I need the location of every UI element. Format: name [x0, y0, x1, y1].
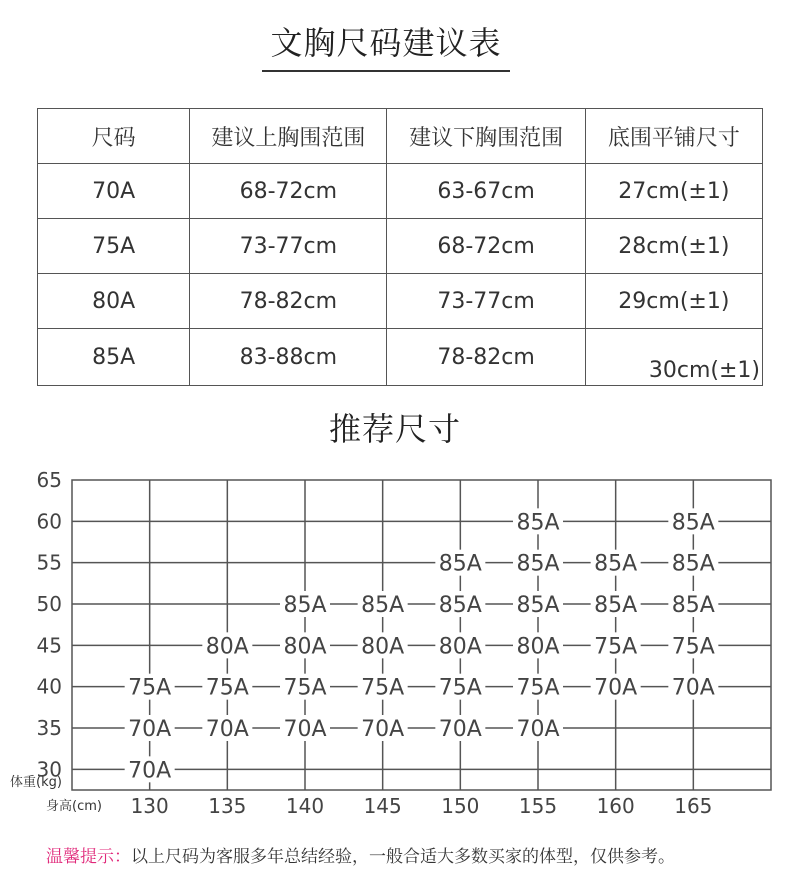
size-label: 80A — [361, 634, 405, 660]
y-tick-label: 35 — [36, 716, 62, 740]
x-tick-label: 160 — [596, 794, 635, 818]
x-tick-label: 165 — [674, 794, 713, 818]
size-chart — [0, 470, 790, 830]
table-cell: 73-77cm — [190, 219, 387, 274]
tip-label: 温馨提示： — [46, 847, 131, 867]
table-row — [38, 329, 763, 386]
table-cell: 73-77cm — [387, 274, 585, 329]
size-label: 70A — [438, 717, 482, 742]
size-label: 75A — [361, 675, 405, 701]
tip-text: 以上尺码为客服多年总结经验，一般合适大多数买家的体型，仅供参考。 — [131, 847, 675, 867]
page-title: 文胸尺码建议表 — [262, 18, 510, 72]
y-tick-label: 65 — [36, 470, 62, 492]
size-label: 85A — [594, 593, 638, 618]
size-label: 75A — [671, 634, 715, 660]
y-tick-label: 55 — [36, 550, 62, 575]
size-label: 70A — [205, 717, 249, 742]
table-cell: 68-72cm — [387, 219, 585, 274]
table-cell: 29cm(±1) — [585, 274, 762, 329]
table-cell: 68-72cm — [190, 164, 387, 219]
size-label: 70A — [128, 717, 172, 742]
x-axis-label: 身高(cm) — [46, 799, 102, 814]
table-cell: 75A — [38, 219, 190, 274]
table-cell: 83-88cm — [190, 329, 387, 386]
size-label: 85A — [438, 593, 482, 618]
size-label: 85A — [671, 510, 715, 536]
size-label: 80A — [283, 634, 327, 660]
header-size: 尺码 — [38, 109, 190, 164]
table-cell: 85A — [38, 329, 190, 386]
size-label: 70A — [516, 717, 560, 742]
size-label: 85A — [361, 593, 405, 618]
header-band-flat: 底围平铺尺寸 — [585, 109, 762, 164]
size-label: 70A — [671, 675, 715, 701]
size-label: 80A — [205, 634, 249, 660]
header-under-bust: 建议下胸围范围 — [387, 109, 585, 164]
size-label: 75A — [438, 675, 482, 701]
size-label: 85A — [516, 593, 560, 618]
size-label: 70A — [283, 717, 327, 742]
size-label: 85A — [283, 593, 327, 618]
x-tick-label: 130 — [130, 794, 169, 818]
y-tick-label: 30 — [36, 757, 62, 782]
size-label: 75A — [205, 675, 249, 701]
table-cell: 63-67cm — [387, 164, 585, 219]
x-tick-label: 140 — [285, 794, 325, 818]
x-tick-label: 150 — [441, 794, 480, 818]
y-tick-label: 40 — [36, 674, 62, 699]
size-label: 70A — [594, 675, 638, 701]
y-tick-label: 50 — [36, 592, 62, 616]
size-label: 75A — [516, 675, 560, 701]
x-tick-label: 135 — [208, 794, 247, 818]
table-cell: 70A — [38, 164, 190, 219]
y-tick-label: 60 — [36, 509, 62, 534]
size-label: 85A — [671, 593, 715, 618]
table-cell: 78-82cm — [190, 274, 387, 329]
table-cell: 78-82cm — [387, 329, 585, 386]
size-table — [37, 108, 763, 386]
size-label: 85A — [671, 551, 715, 577]
table-cell: 27cm(±1) — [585, 164, 762, 219]
x-tick-label: 145 — [363, 794, 402, 818]
y-tick-label: 45 — [36, 633, 62, 658]
size-label: 70A — [128, 758, 172, 784]
table-row — [38, 274, 763, 329]
size-label: 85A — [594, 551, 638, 577]
tip-note — [46, 842, 675, 867]
header-upper-bust: 建议上胸围范围 — [190, 109, 387, 164]
size-label: 85A — [438, 551, 482, 577]
table-cell: 30cm(±1) — [585, 329, 762, 386]
size-label: 75A — [128, 675, 172, 701]
section-title: 推荐尺寸 — [328, 410, 461, 448]
size-label: 75A — [283, 675, 327, 701]
table-header-row — [38, 109, 763, 164]
y-axis-label: 体重(kg) — [10, 775, 62, 790]
size-label: 75A — [594, 634, 638, 660]
table-row — [38, 219, 763, 274]
table-cell: 28cm(±1) — [585, 219, 762, 274]
size-label: 85A — [516, 510, 560, 536]
size-label: 85A — [516, 551, 560, 577]
x-tick-label: 155 — [518, 794, 558, 818]
size-label: 70A — [361, 717, 405, 742]
table-cell: 80A — [38, 274, 190, 329]
table-row — [38, 164, 763, 219]
size-label: 80A — [438, 634, 482, 660]
size-label: 80A — [516, 634, 560, 660]
plot-frame — [72, 480, 771, 790]
